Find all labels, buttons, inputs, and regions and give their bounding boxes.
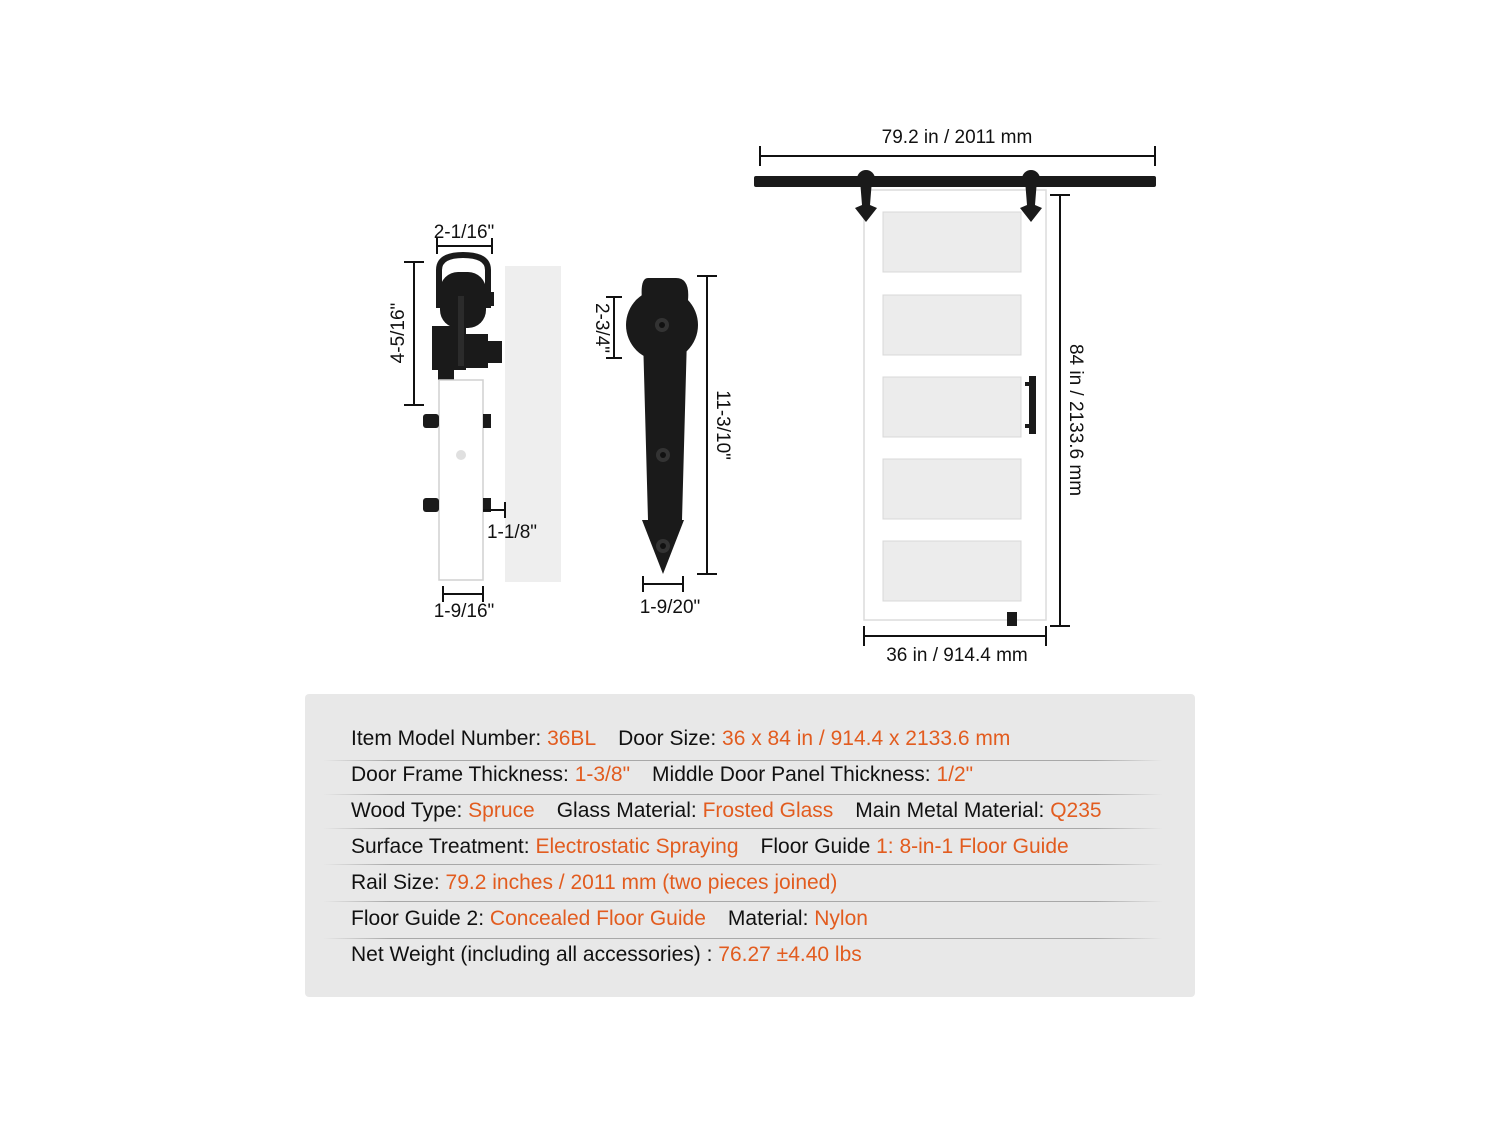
floor-guide — [1007, 612, 1017, 626]
bracket-bottom-dimension — [434, 586, 495, 622]
roller-width-dimension — [434, 222, 495, 254]
spec-value: Spruce — [468, 799, 535, 822]
door-height-label: 84 in / 2133.6 mm — [1065, 343, 1086, 497]
door-width-dimension — [864, 626, 1046, 666]
spec-value: 1: 8-in-1 Floor Guide — [876, 835, 1069, 858]
strap-length-label: 11-3/10" — [712, 390, 733, 460]
spec-label: Item Model Number: — [351, 727, 542, 750]
glass-pane — [883, 295, 1021, 355]
strap-width-label: 1-9/20" — [639, 597, 701, 618]
spec-row-floor-guide — [351, 901, 1181, 937]
roller-width-label: 2-1/16" — [433, 222, 495, 243]
glass-pane — [883, 377, 1021, 437]
glass-pane — [883, 212, 1021, 272]
spec-label: Main Metal Material: — [855, 799, 1045, 822]
spec-value: 79.2 inches / 2011 mm (two pieces joined) — [445, 871, 838, 894]
door-width-label: 36 in / 914.4 mm — [886, 645, 1028, 666]
spec-value: 1-3/8" — [574, 763, 631, 786]
strap-length-dimension — [697, 276, 733, 574]
strap-wheel-dimension — [591, 297, 622, 358]
spec-value: 36 x 84 in / 914.4 x 2133.6 mm — [722, 727, 1011, 750]
spec-row-surface — [351, 829, 1181, 865]
spec-value: Nylon — [814, 907, 868, 930]
rail-length-label: 79.2 in / 2011 mm — [881, 127, 1033, 148]
spec-label: Glass Material: — [556, 799, 697, 822]
spec-value: 1/2" — [936, 763, 974, 786]
barn-door-rail — [754, 176, 1156, 187]
spec-value: 36BL — [547, 727, 597, 750]
spec-value: Electrostatic Spraying — [535, 835, 739, 858]
glass-pane — [883, 541, 1021, 601]
spec-value: Concealed Floor Guide — [489, 907, 706, 930]
door-edge-side-view — [423, 380, 491, 580]
door-handle — [1029, 376, 1036, 434]
spec-label: Surface Treatment: — [351, 835, 530, 858]
strap-wheel-label: 2-3/4" — [591, 302, 612, 354]
spec-label: Net Weight (including all accessories) : — [351, 943, 713, 966]
door-panel — [864, 190, 1046, 626]
roller-height-label: 4-5/16" — [388, 302, 409, 364]
bracket-bottom-label: 1-9/16" — [433, 601, 495, 622]
spec-value: Q235 — [1050, 799, 1102, 822]
spec-row-rail — [351, 865, 1181, 901]
spec-label: Rail Size: — [351, 871, 440, 894]
spec-label: Wood Type: — [351, 799, 463, 822]
door-thickness-label: 1-1/8" — [486, 522, 538, 543]
spec-row-materials — [351, 793, 1181, 829]
spec-label: Floor Guide 2: — [351, 907, 485, 930]
spec-value: 76.27 ±4.40 lbs — [718, 943, 862, 966]
spec-label: Middle Door Panel Thickness: — [652, 763, 931, 786]
spec-row-weight — [351, 937, 1181, 973]
spec-row-thickness — [351, 757, 1181, 793]
specifications-panel — [305, 694, 1195, 997]
spec-row-model — [351, 721, 1181, 757]
strap-width-dimension — [640, 576, 701, 618]
door-height-dimension — [1050, 195, 1086, 626]
spec-label: Door Size: — [618, 727, 717, 750]
hanger-strap-front-view — [626, 278, 698, 574]
rail-dimension — [760, 127, 1155, 166]
roller-height-dimension — [388, 262, 424, 405]
roller-side-view — [432, 255, 502, 380]
glass-pane — [883, 459, 1021, 519]
spec-label: Door Frame Thickness: — [351, 763, 569, 786]
spec-label: Material: — [727, 907, 809, 930]
spec-value: Frosted Glass — [702, 799, 834, 822]
spec-label: Floor Guide — [760, 835, 871, 858]
